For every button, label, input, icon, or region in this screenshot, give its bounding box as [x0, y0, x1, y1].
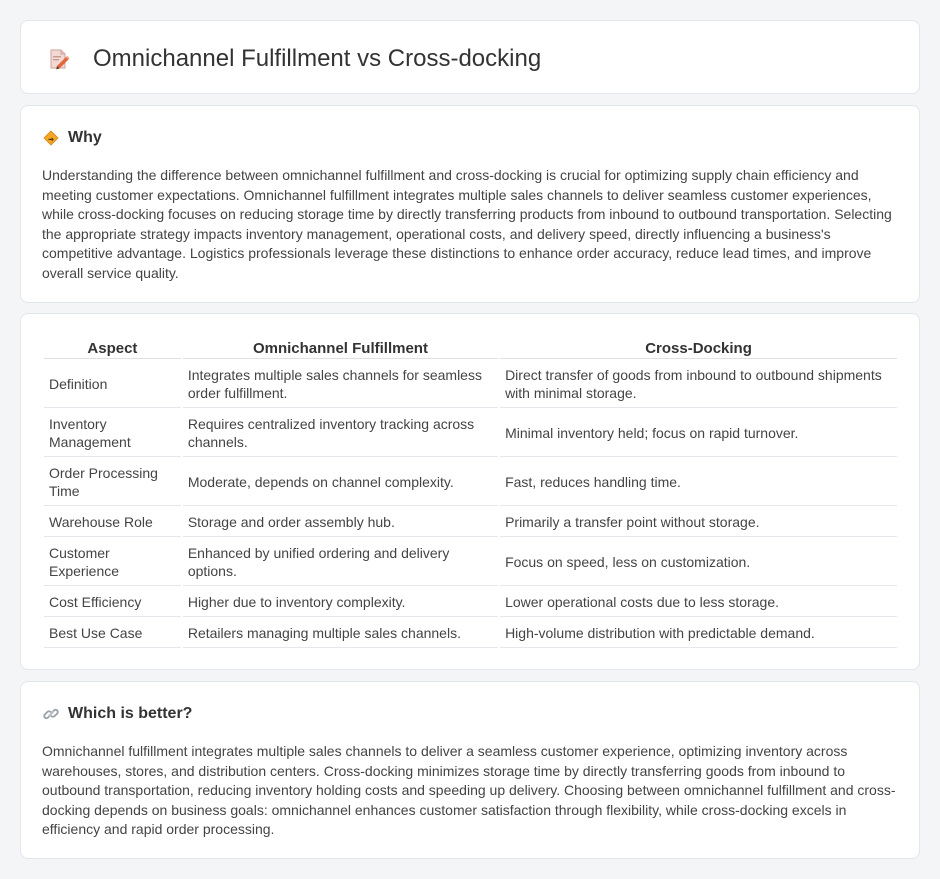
title-card	[20, 20, 920, 94]
row-omnichannel: Integrates multiple sales channels for seamless order fulfillment.	[183, 361, 498, 408]
row-omnichannel: Retailers managing multiple sales channels.	[183, 619, 498, 648]
row-omnichannel: Requires centralized inventory tracking across channels.	[183, 410, 498, 457]
row-aspect: Cost Efficiency	[44, 588, 181, 617]
link-icon	[43, 706, 59, 722]
why-text: Understanding the difference between omnichannel fulfillment and cross-docking is crucial for optimizing supply chain efficiency and meeting customer expectations. Omnichannel fulfillment integrates multiple sales channels to deliver seamless customer experiences, while cross-docking focuses on reducing storage time by directly transferring products from inbound to outbound transportation. Selecting the appropriate strategy impacts inventory management, operational costs, and delivery speed, directly influencing a business's competitive advantage. Logistics professionals leverage these distinctions to enhance order accuracy, reduce lead times, and improve overall service quality.	[42, 167, 892, 281]
row-aspect: Best Use Case	[44, 619, 181, 648]
table-header-row	[44, 337, 897, 359]
row-aspect: Order Processing Time	[44, 459, 181, 506]
why-section	[20, 105, 920, 303]
table-row	[44, 508, 897, 537]
page-title: Omnichannel Fulfillment vs Cross-docking	[93, 45, 542, 72]
table-row	[44, 539, 897, 586]
row-aspect: Customer Experience	[44, 539, 181, 586]
table-row	[44, 619, 897, 648]
row-aspect: Inventory Management	[44, 410, 181, 457]
row-omnichannel: Storage and order assembly hub.	[183, 508, 498, 537]
diamond-icon	[43, 130, 59, 146]
row-cross-docking: Fast, reduces handling time.	[500, 459, 897, 506]
row-cross-docking: Lower operational costs due to less storage.	[500, 588, 897, 617]
row-omnichannel: Enhanced by unified ordering and delivery options.	[183, 539, 498, 586]
row-cross-docking: High-volume distribution with predictable demand.	[500, 619, 897, 648]
row-cross-docking: Direct transfer of goods from inbound to outbound shipments with minimal storage.	[500, 361, 897, 408]
row-omnichannel: Moderate, depends on channel complexity.	[183, 459, 498, 506]
row-cross-docking: Primarily a transfer point without storage.	[500, 508, 897, 537]
row-cross-docking: Focus on speed, less on customization.	[500, 539, 897, 586]
header-aspect: Aspect	[44, 337, 181, 359]
row-aspect: Warehouse Role	[44, 508, 181, 537]
better-heading-row	[43, 704, 192, 724]
why-heading-row	[43, 128, 102, 148]
table-row	[44, 361, 897, 408]
table-row	[44, 459, 897, 506]
why-heading: Why	[68, 129, 102, 146]
comparison-table	[42, 335, 899, 650]
which-is-better-section	[20, 681, 920, 859]
row-cross-docking: Minimal inventory held; focus on rapid turnover.	[500, 410, 897, 457]
table-row	[44, 410, 897, 457]
comparison-section	[20, 313, 920, 670]
row-omnichannel: Higher due to inventory complexity.	[183, 588, 498, 617]
header-omnichannel: Omnichannel Fulfillment	[183, 337, 498, 359]
document-pencil-icon	[47, 47, 71, 71]
better-text: Omnichannel fulfillment integrates multiple sales channels to deliver a seamless customer experience, optimizing inventory across warehouses, stores, and distribution centers. Cross-docking minimizes storage time by directly transferring goods from inbound to outbound transportation, reducing inventory holding costs and speeding up delivery. Choosing between omnichannel fulfillment and cross-docking depends on business goals: omnichannel enhances customer satisfaction through flexibility, while cross-docking excels in efficiency and rapid order processing.	[42, 743, 896, 837]
header-cross-docking: Cross-Docking	[500, 337, 897, 359]
better-heading: Which is better?	[68, 705, 193, 722]
table-row	[44, 588, 897, 617]
row-aspect: Definition	[44, 361, 181, 408]
